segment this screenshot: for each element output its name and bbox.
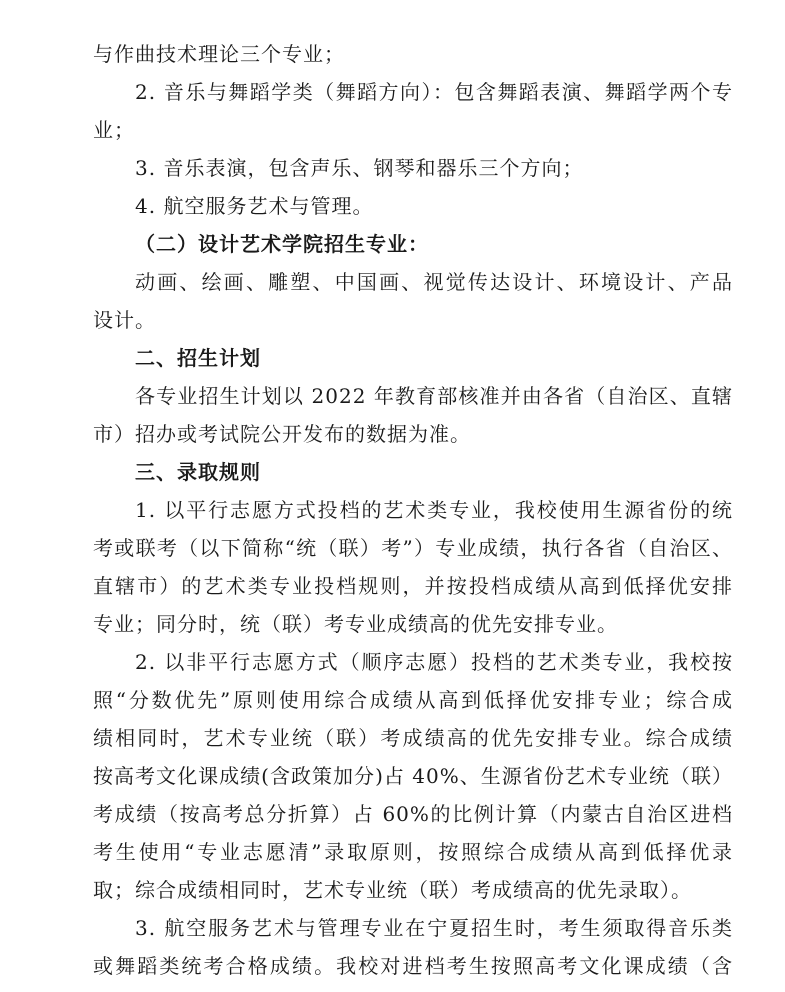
paragraph-line: 专业；同分时，统（联）考专业成绩高的优先安排专业。 xyxy=(93,612,618,636)
paragraph-line: 照“分数优先”原则使用综合成绩从高到低择优安排专业；综合成 xyxy=(93,688,733,712)
paragraph-line: 按高考文化课成绩(含政策加分)占 40%、生源省份艺术专业统（联） xyxy=(93,764,733,788)
paragraph-line: 或舞蹈类统考合格成绩。我校对进档考生按照高考文化课成绩（含 xyxy=(93,954,733,978)
section-heading: 二、招生计划 xyxy=(135,346,261,370)
list-item-3: 3. 音乐表演，包含声乐、钢琴和器乐三个方向； xyxy=(135,156,584,180)
section-heading: 三、录取规则 xyxy=(135,460,261,484)
list-item-2-line-2: 业； xyxy=(93,118,135,142)
paragraph-line: 2. 以非平行志愿方式（顺序志愿）投档的艺术类专业，我校按 xyxy=(135,650,733,674)
paragraph-line: 动画、绘画、雕塑、中国画、视觉传达设计、环境设计、产品 xyxy=(135,270,733,294)
paragraph-line: 考成绩（按高考总分折算）占 60%的比例计算（内蒙古自治区进档 xyxy=(93,802,733,826)
paragraph-line: 1. 以平行志愿方式投档的艺术类专业，我校使用生源省份的统 xyxy=(135,498,733,522)
paragraph-line: 设计。 xyxy=(93,308,156,332)
paragraph-line: 考生使用“专业志愿清”录取原则，按照综合成绩从高到低择优录 xyxy=(93,840,733,864)
text-line: 与作曲技术理论三个专业； xyxy=(93,42,345,66)
paragraph-line: 各专业招生计划以 2022 年教育部核准并由各省（自治区、直辖 xyxy=(135,384,733,408)
list-item-2-line-1: 2. 音乐与舞蹈学类（舞蹈方向）：包含舞蹈表演、舞蹈学两个专 xyxy=(135,80,733,104)
paragraph-line: 3. 航空服务艺术与管理专业在宁夏招生时，考生须取得音乐类 xyxy=(135,916,733,940)
paragraph-line: 考或联考（以下简称“统（联）考”）专业成绩，执行各省（自治区、 xyxy=(93,536,733,560)
paragraph-line: 绩相同时，艺术专业统（联）考成绩高的优先安排专业。综合成绩 xyxy=(93,726,733,750)
paragraph-line: 直辖市）的艺术类专业投档规则，并按投档成绩从高到低择优安排 xyxy=(93,574,733,598)
paragraph-line: 市）招办或考试院公开发布的数据为准。 xyxy=(93,422,471,446)
paragraph-line: 取；综合成绩相同时，艺术专业统（联）考成绩高的优先录取）。 xyxy=(93,878,692,902)
list-item-4: 4. 航空服务艺术与管理。 xyxy=(135,194,374,218)
subsection-heading: （二）设计艺术学院招生专业： xyxy=(135,232,429,256)
